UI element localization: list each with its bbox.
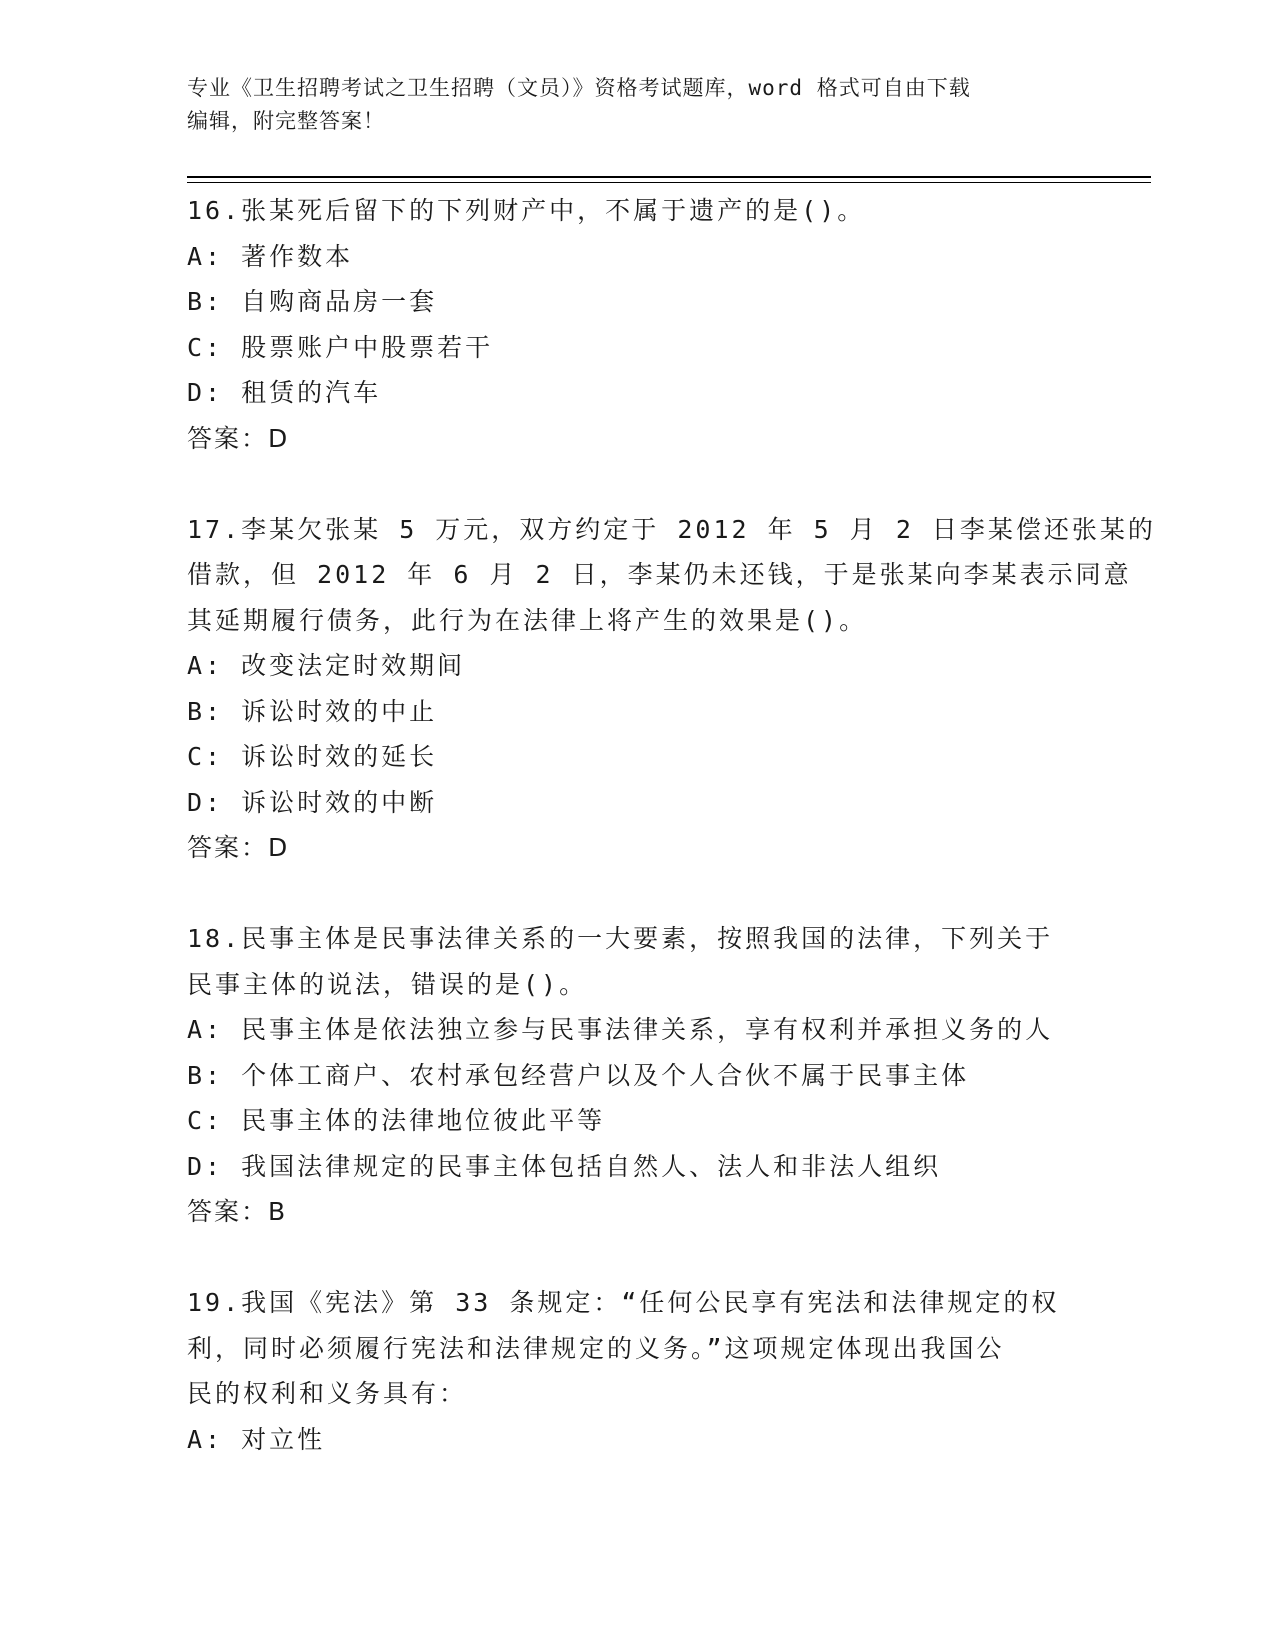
question-stem: 借款，但 2012 年 6 月 2 日，李某仍未还钱，于是张某向李某表示同意 [187, 560, 1132, 589]
question-option: A: 民事主体是依法独立参与民事法律关系，享有权利并承担义务的人 [187, 1015, 1054, 1044]
question-option: A: 著作数本 [187, 241, 354, 271]
question-stem: 其延期履行债务，此行为在法律上将产生的效果是()。 [187, 605, 868, 635]
question-option: A: 对立性 [187, 1424, 326, 1454]
question-stem: 利，同时必须履行宪法和法律规定的义务。”这项规定体现出我国公 [187, 1333, 1005, 1363]
header-divider [187, 176, 1151, 178]
question-stem: 18.民事主体是民事法律关系的一大要素，按照我国的法律，下列关于 [187, 924, 1054, 953]
question-option: B: 个体工商户、农村承包经营户以及个人合伙不属于民事主体 [187, 1060, 970, 1090]
question-option: A: 改变法定时效期间 [187, 651, 466, 680]
document-header [187, 72, 1087, 138]
question-list [187, 188, 1156, 1508]
question-item [187, 1280, 1087, 1462]
header-line: 专业《卫生招聘考试之卫生招聘（文员）》资格考试题库，word 格式可自由下载 [187, 76, 971, 100]
question-stem: 民的权利和义务具有： [187, 1379, 468, 1408]
question-option: D: 租赁的汽车 [187, 378, 382, 407]
question-answer: 答案：B [187, 1197, 288, 1226]
question-option: C: 诉讼时效的延长 [187, 742, 438, 771]
header-line: 编辑，附完整答案！ [187, 109, 385, 133]
question-answer: 答案：D [187, 423, 290, 453]
header-divider [187, 182, 1151, 183]
question-option: D: 诉讼时效的中断 [187, 787, 438, 817]
question-answer: 答案：D [187, 833, 290, 862]
question-option: B: 诉讼时效的中止 [187, 696, 438, 726]
question-item [187, 188, 1087, 461]
question-stem: 17.李某欠张某 5 万元，双方约定于 2012 年 5 月 2 日李某偿还张某的 [187, 514, 1156, 544]
question-option: D: 我国法律规定的民事主体包括自然人、法人和非法人组织 [187, 1151, 942, 1181]
question-stem: 19.我国《宪法》第 33 条规定：“任何公民享有宪法和法律规定的权 [187, 1288, 1060, 1317]
question-stem: 民事主体的说法，错误的是()。 [187, 969, 588, 999]
question-option: C: 股票账户中股票若干 [187, 332, 494, 362]
question-item [187, 507, 1156, 871]
question-item [187, 916, 1087, 1235]
question-option: B: 自购商品房一套 [187, 287, 438, 316]
question-option: C: 民事主体的法律地位彼此平等 [187, 1106, 606, 1135]
question-stem: 16.张某死后留下的下列财产中，不属于遗产的是()。 [187, 196, 866, 225]
